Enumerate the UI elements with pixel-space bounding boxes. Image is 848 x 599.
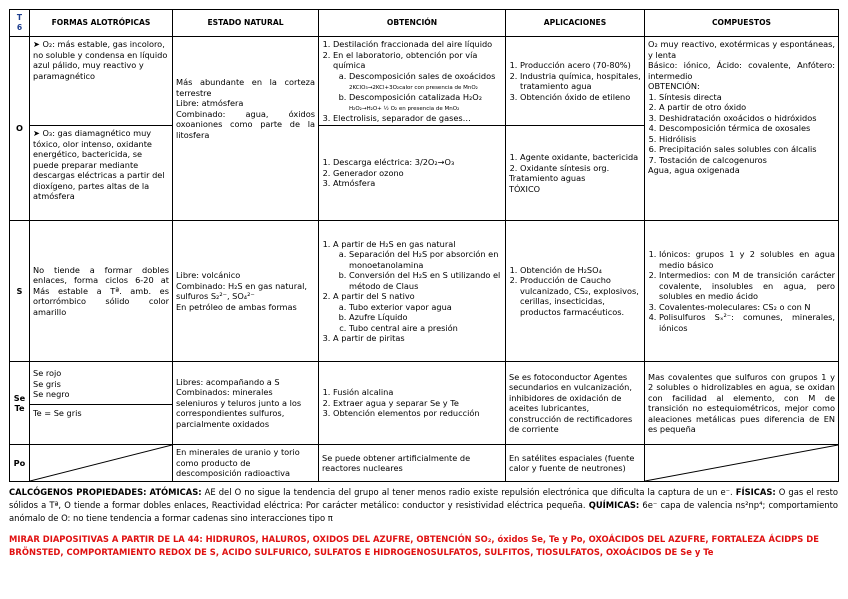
obtencion-se-te: 1. Fusión alcalina 2. Extraer agua y separar Se y Te 3. Obtención elementos por reducción [319,362,506,445]
row-sulfur [10,221,839,362]
header-compuestos: COMPUESTOS [645,10,839,37]
estado-se-te: Libres: acompañando a S Combinados: minerales seleniuros y teluros junto a los correspondientes sulfuros, parcialmente oxidados [173,362,319,445]
obtencion-o3: 1. Descarga eléctrica: 3/2O₂→O₃ 2. Generador ozono 3. Atmósfera [319,126,506,221]
aplicaciones-se-te: Se es fotoconductor Agentes secundarios en vulcanización, inhibidores de oxidación de aceites lubricantes, construcción de rectificadores de corriente [506,362,645,445]
aplicaciones-sulfur: 1. Obtención de H₂SO₄ 2. Producción de Caucho vulcanizado, CS₂, explosivos, cerillas, insecticidas, productos farmacéuticos. [506,221,645,362]
document [9,9,838,559]
header-aplicaciones: APLICACIONES [506,10,645,37]
header-row [10,10,839,37]
compuestos-se-te: Mas covalentes que sulfuros con grupos 1 y 2 solubles o hidrolizables en agua, se oxidan con facilidad al elemento, con M de transición no estequiométricos, mejor como aleaciones metálicas pues diferencia de EN es pequeña [645,362,839,445]
forma-se-te: Se rojo Se gris Se negro Te = Se gris [30,362,173,445]
obtencion-o2: 1. Destilación fraccionada del aire líquido 2. En el laboratorio, obtención por vía química a. Descomposición sales de oxoácidos 2KClO₃→2KCl+3O₂calor con presencia de MnO₂ b. Descomposición catalizada H₂O₂ H₂O₂→H₂O+ ½ O₂ en presencia de MnO₂ 3. Electrolisis, separador de gases… [319,37,506,126]
header-formas: FORMAS ALOTRÓPICAS [30,10,173,37]
row-polonium [10,445,839,482]
row-oxygen-o2 [10,37,839,126]
estado-sulfur: Libre: volcánico Combinado: H₂S en gas natural, sulfuros S₂²⁻, SO₄²⁻ En petróleo de ambas formas [173,221,319,362]
slides-note: MIRAR DIAPOSITIVAS A PARTIR DE LA 44: HIDRUROS, HALUROS, OXIDOS DEL AZUFRE, OBTENCIÓN SO₂, óxidos Se, Te y Po, OXOÁCIDOS DEL AZUFRE, FORTALEZA ÁCIDPS DE BRÖNSTED, COMPORTAMIENTO REDOX DE S, ACIDO SULFURICO, SULFATOS E HIDROGENOSULFATOS, SULFITOS, TIOSULFATOS, OXOÁCIDOS DE Se y Te [9,534,819,558]
list-item: 6. Precipitación sales solubles con álcalis [659,144,835,155]
compuestos-sulfur: 1. Iónicos: grupos 1 y 2 solubles en agua medio básico 2. Intermedios: con M de transición carácter covalente, insolubles en agua, pero solubles en medio ácido 3. Covalentes-moleculares: CS₂ o con N 4. Polisulfuros Sₓ²⁻: comunes, minerales, iónicos [645,221,839,362]
element-symbol-s: S [10,221,30,362]
obtencion-po: Se puede obtener artificialmente de reactores nucleares [319,445,506,482]
diagonal-strike [30,445,172,481]
list-item: 5. Hidrólisis [659,134,835,145]
list-item: 4. Descomposición térmica de oxosales [659,123,835,134]
element-symbol-po: Po [10,445,30,482]
forma-s: No tiende a formar dobles enlaces, forma ciclos 6-20 at Más estable a Tª. amb. es ortorrómbico sólido color amarillo [30,221,173,362]
list-item: 7. Tostación de calcogenuros [659,155,835,166]
properties-paragraph: CALCÓGENOS PROPIEDADES: ATÓMICAS: AE del O no sigue la tendencia del grupo al tener menos radio existe repulsión electrónica que dificulta la captura de un e⁻. FÍSICAS: O gas el resto sólidos a Tª, O tiende a formar dobles enlaces, Reactividad eléctrica: Por carácter metálico: conductor y resistividad eléctrica pequeña. QUÍMICAS: 6e⁻ capa de valencia ns²np⁴; comportamiento anómalo de O: no tiene tendencia a formar cadenas sino interacciones tipo π [9,487,838,524]
list-item: 1. Síntesis directa [659,92,835,103]
header-obtencion: OBTENCIÓN [319,10,506,37]
estado-po: En minerales de uranio y torio como producto de descomposición radioactiva [173,445,319,482]
compuestos-oxygen-list [648,92,835,166]
aplicaciones-o3: 1. Agente oxidante, bactericida 2. Oxidante síntesis org. Tratamiento aguas TÓXICO [506,126,645,221]
obtencion-sulfur: 1. A partir de H₂S en gas natural a. Separación del H₂S por absorción en monoetanolamina b. Conversión del H₂S en S utilizando el método de Claus 2. A partir del S nativo a. Tubo exterior vapor agua b. Azufre Líquido c. Tubo central aire a presión 3. A partir de piritas [319,221,506,362]
element-symbol-o: O [10,37,30,221]
corner-header: T 6 [10,10,30,37]
estado-oxygen: Más abundante en la corteza terrestre Libre: atmósfera Combinado: agua, óxidos oxoaniones como parte de la litosfera [173,37,319,221]
list-item: 2. A partir de otro óxido [659,102,835,113]
element-symbol-se-te: Se Te [10,362,30,445]
row-se-te [10,362,839,445]
header-estado: ESTADO NATURAL [173,10,319,37]
diagonal-strike [645,445,838,481]
forma-o3: ➤ O₃: gas diamagnético muy tóxico, olor intenso, oxidante energético, bactericida, se puede preparar mediante descargas eléctricas a partir del dioxígeno, partes altas de la atmósfera [30,126,173,221]
forma-o2: ➤ O₂: más estable, gas incoloro, no soluble y condensa en líquido azul pálido, muy reactivo y paramagnético [30,37,173,126]
list-item: 3. Deshidratación oxoácidos o hidróxidos [659,113,835,124]
chalcogen-table [9,9,839,482]
compuestos-oxygen: O₂ muy reactivo, exotérmicas y espontáneas, y lenta Básico: iónico, Ácido: covalente, Anfótero: intermedio OBTENCIÓN: 1. Síntesis directa 2. A partir de otro óxido 3. Deshidratación oxoácidos o hidróxidos 4. Descomposición térmica de oxosales 5. Hidrólisis 6. Precipitación sales solubles con álcalis 7. Tostación de calcogenuros Agua, agua oxigenada [645,37,839,221]
aplicaciones-o2: 1. Producción acero (70-80%) 2. Industria química, hospitales, tratamiento agua 3. Obtención óxido de etileno [506,37,645,126]
forma-po-empty [30,445,173,482]
se-te-divider [30,404,172,405]
aplicaciones-po: En satélites espaciales (fuente calor y fuente de neutrones) [506,445,645,482]
compuestos-po-empty [645,445,839,482]
